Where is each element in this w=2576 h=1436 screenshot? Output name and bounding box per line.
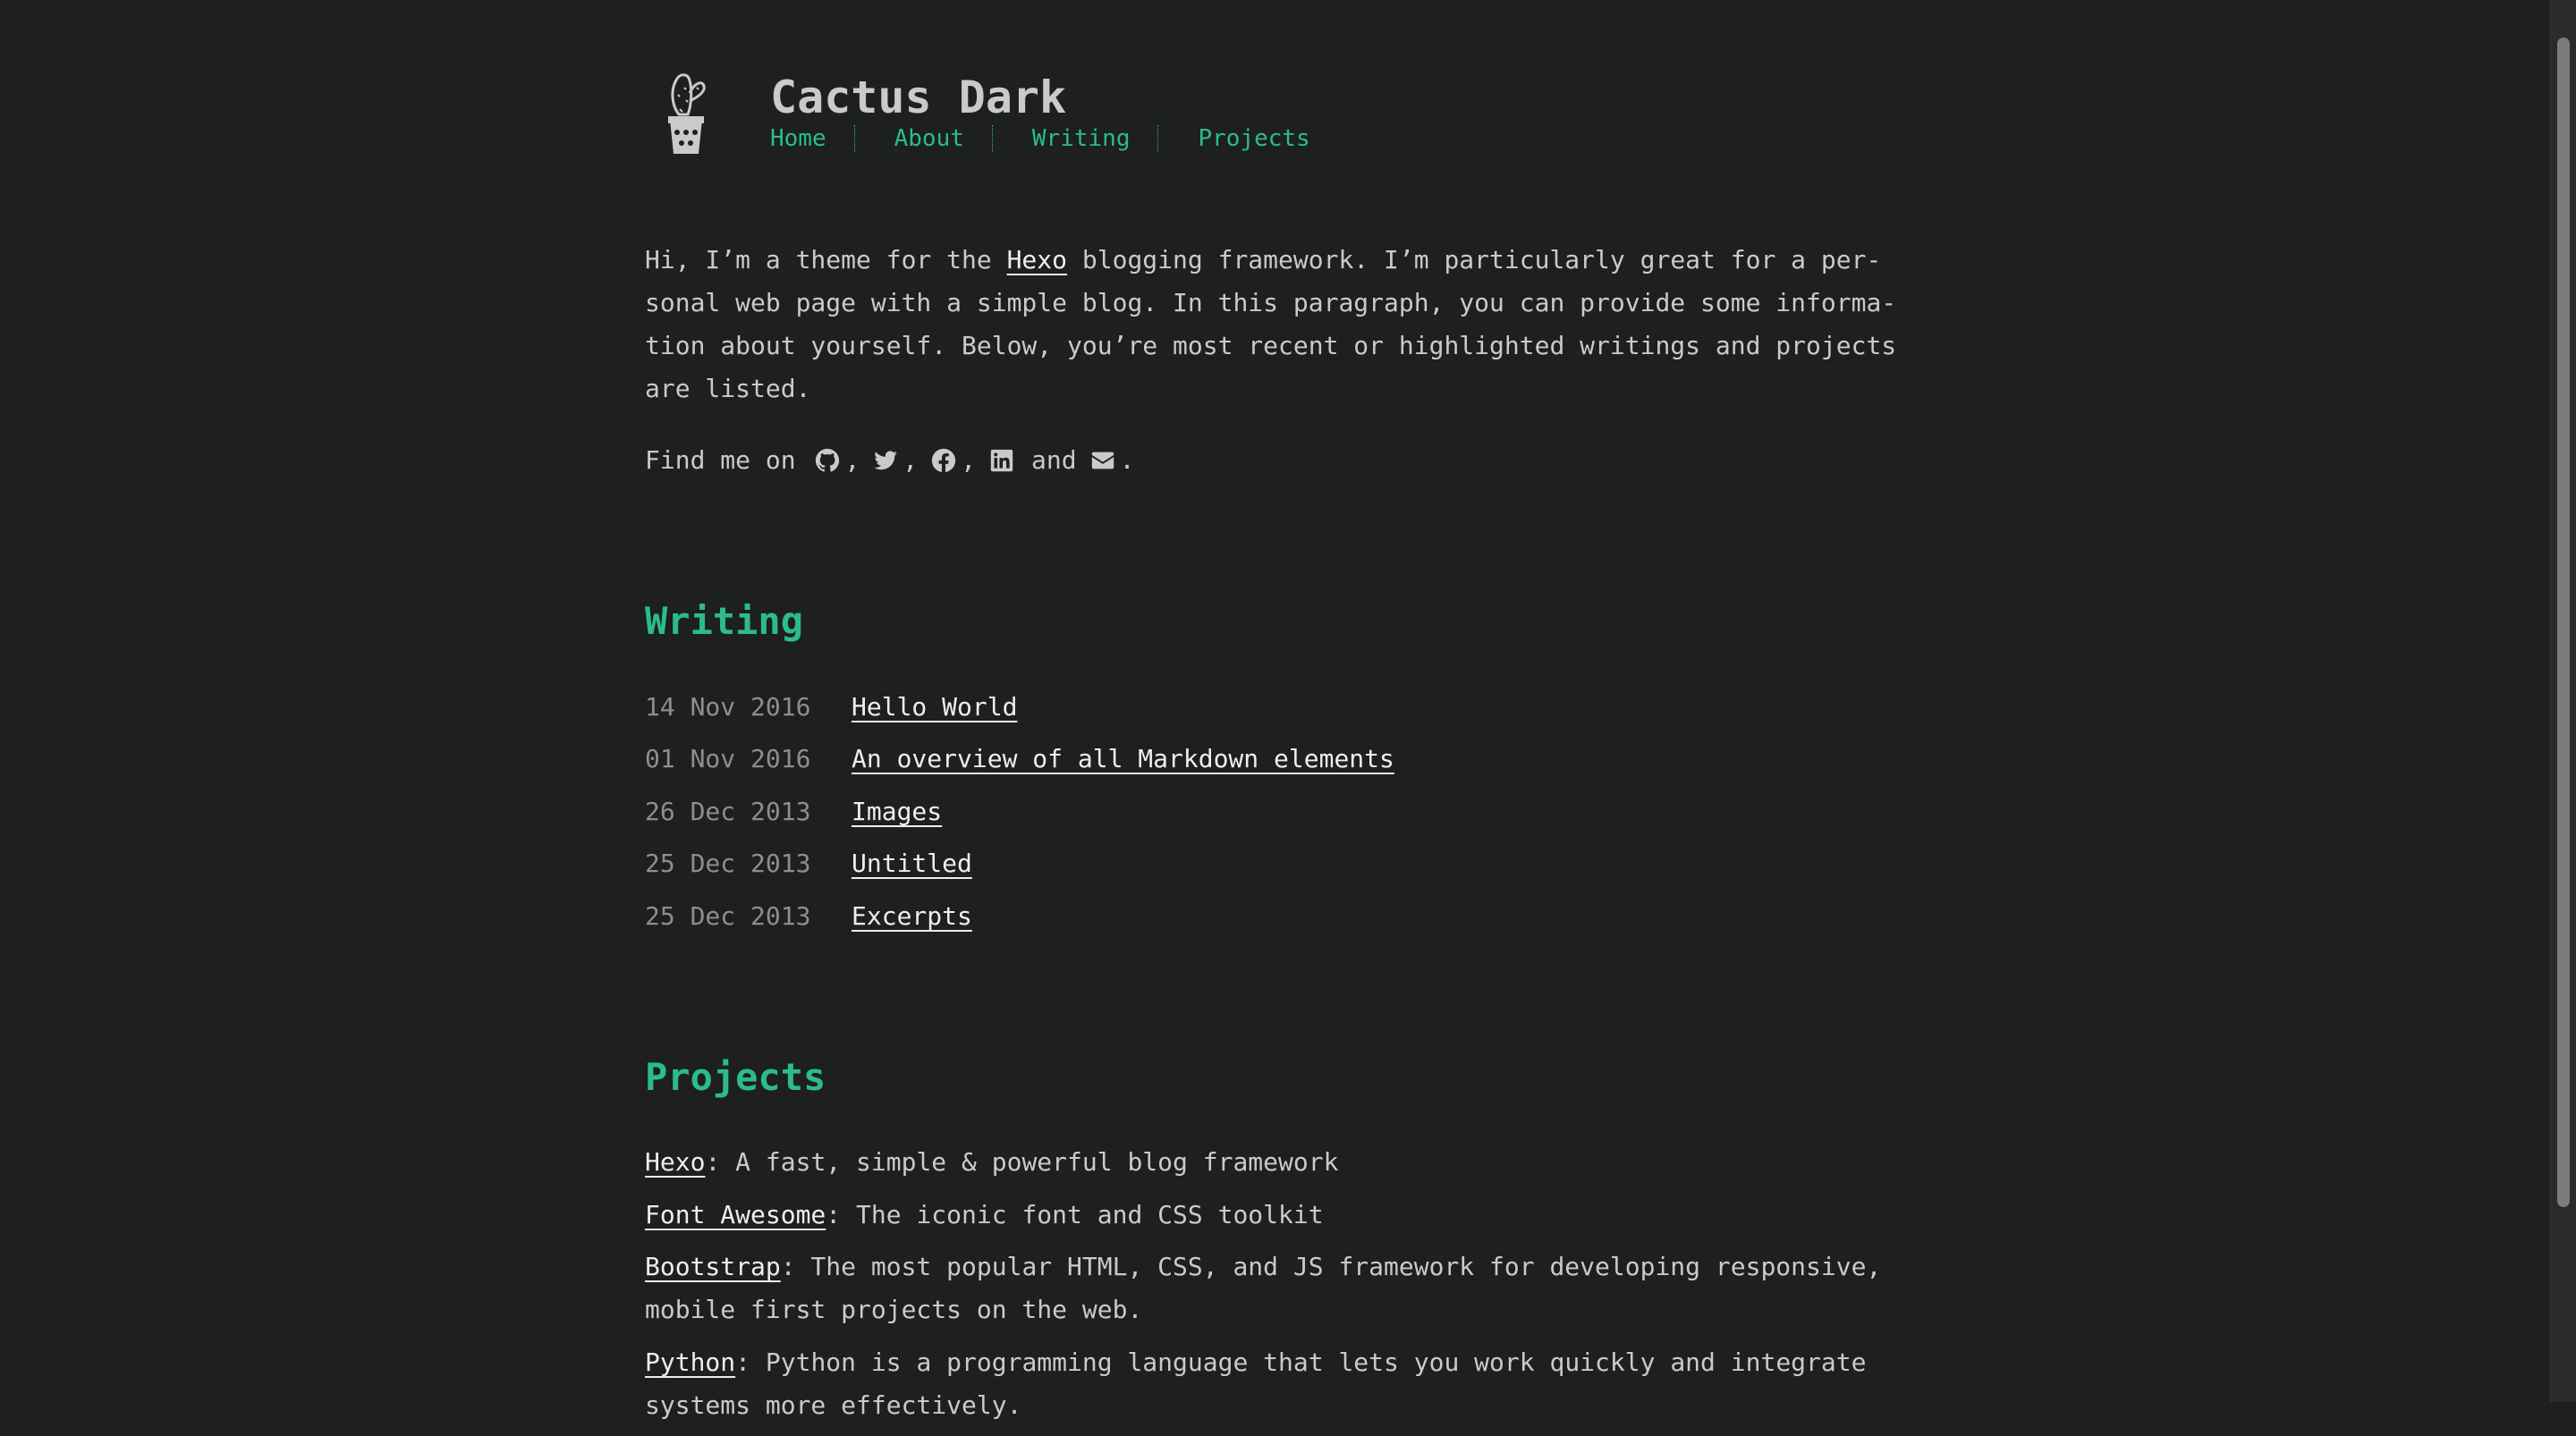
vertical-scrollbar[interactable] — [2550, 0, 2576, 1402]
and-text: and — [1031, 445, 1077, 475]
hexo-link[interactable]: Hexo — [1006, 245, 1068, 275]
post-link[interactable]: Untitled — [852, 849, 972, 879]
project-description: : The iconic font and CSS toolkit — [826, 1199, 1324, 1229]
post-date: 25 Dec 2013 — [645, 849, 811, 879]
nav-projects[interactable]: Projects — [1198, 125, 1310, 152]
social-links — [645, 439, 1134, 482]
intro-text: blogging framework. I’m particularly great for a per- — [1067, 245, 1882, 275]
post-date: 14 Nov 2016 — [645, 691, 811, 722]
project-item — [645, 1341, 1906, 1427]
post-item — [645, 785, 1394, 838]
project-link[interactable]: Hexo — [645, 1147, 706, 1177]
linkedin-icon[interactable] — [988, 447, 1015, 474]
cactus-icon — [665, 70, 708, 157]
project-description: : Python is a programming language that lets you work quickly and integrate — [735, 1347, 1867, 1377]
comma: , — [961, 445, 977, 475]
project-description: : The most popular HTML, CSS, and JS framework for developing responsive, — [780, 1252, 1882, 1281]
project-list — [645, 1141, 1906, 1436]
nav-separator — [1157, 125, 1158, 152]
find-me-text: Find me on — [645, 445, 811, 475]
comma: , — [844, 445, 860, 475]
post-date: 01 Nov 2016 — [645, 744, 811, 774]
site-header — [645, 70, 1450, 159]
project-description-cont: mobile first projects on the web. — [645, 1295, 1143, 1324]
post-link[interactable]: Excerpts — [852, 900, 972, 931]
project-item — [645, 1141, 1906, 1184]
project-link[interactable]: Font Awesome — [645, 1199, 826, 1229]
post-link[interactable]: Hello World — [852, 691, 1018, 722]
facebook-icon[interactable] — [930, 447, 957, 474]
main-nav — [770, 125, 1310, 152]
post-list — [645, 680, 1394, 942]
project-description-cont: systems more effectively. — [645, 1390, 1022, 1420]
post-item — [645, 733, 1394, 786]
intro-line: are listed. — [645, 374, 811, 403]
post-date: 26 Dec 2013 — [645, 796, 811, 826]
post-link[interactable]: An overview of all Markdown elements — [852, 744, 1394, 774]
period: . — [1119, 445, 1135, 475]
nav-writing[interactable]: Writing — [1031, 125, 1131, 152]
project-link[interactable]: Bootstrap — [645, 1252, 781, 1281]
comma: , — [902, 445, 919, 475]
project-description: : A fast, simple & powerful blog framework — [705, 1147, 1339, 1177]
cactus-logo[interactable] — [665, 70, 708, 157]
intro-line: tion about yourself. Below, you’re most recent or highlighted writings and projects — [645, 331, 1897, 360]
nav-separator — [992, 125, 993, 152]
intro-paragraph — [645, 239, 1906, 410]
nav-home[interactable]: Home — [770, 125, 826, 152]
intro-line — [645, 239, 1906, 282]
project-link[interactable]: Python — [645, 1347, 736, 1377]
envelope-icon[interactable] — [1089, 447, 1116, 474]
post-link[interactable]: Images — [852, 796, 943, 826]
post-item — [645, 890, 1394, 942]
site-title: Cactus Dark — [770, 72, 1067, 123]
nav-separator — [854, 125, 855, 152]
github-icon[interactable] — [814, 447, 841, 474]
intro-text: Hi, I’m a theme for the — [645, 245, 1007, 275]
nav-about[interactable]: About — [894, 125, 964, 152]
project-line — [645, 1246, 1906, 1288]
twitter-icon[interactable] — [872, 447, 899, 474]
scrollbar-thumb[interactable] — [2557, 38, 2570, 1207]
post-item — [645, 838, 1394, 891]
post-item — [645, 680, 1394, 733]
post-date: 25 Dec 2013 — [645, 900, 811, 931]
projects-heading: Projects — [645, 1055, 826, 1099]
writing-heading: Writing — [645, 599, 804, 643]
intro-line: sonal web page with a simple blog. In this paragraph, you can provide some informa- — [645, 288, 1897, 317]
project-item — [645, 1194, 1906, 1237]
project-line — [645, 1341, 1906, 1384]
project-item — [645, 1246, 1906, 1331]
